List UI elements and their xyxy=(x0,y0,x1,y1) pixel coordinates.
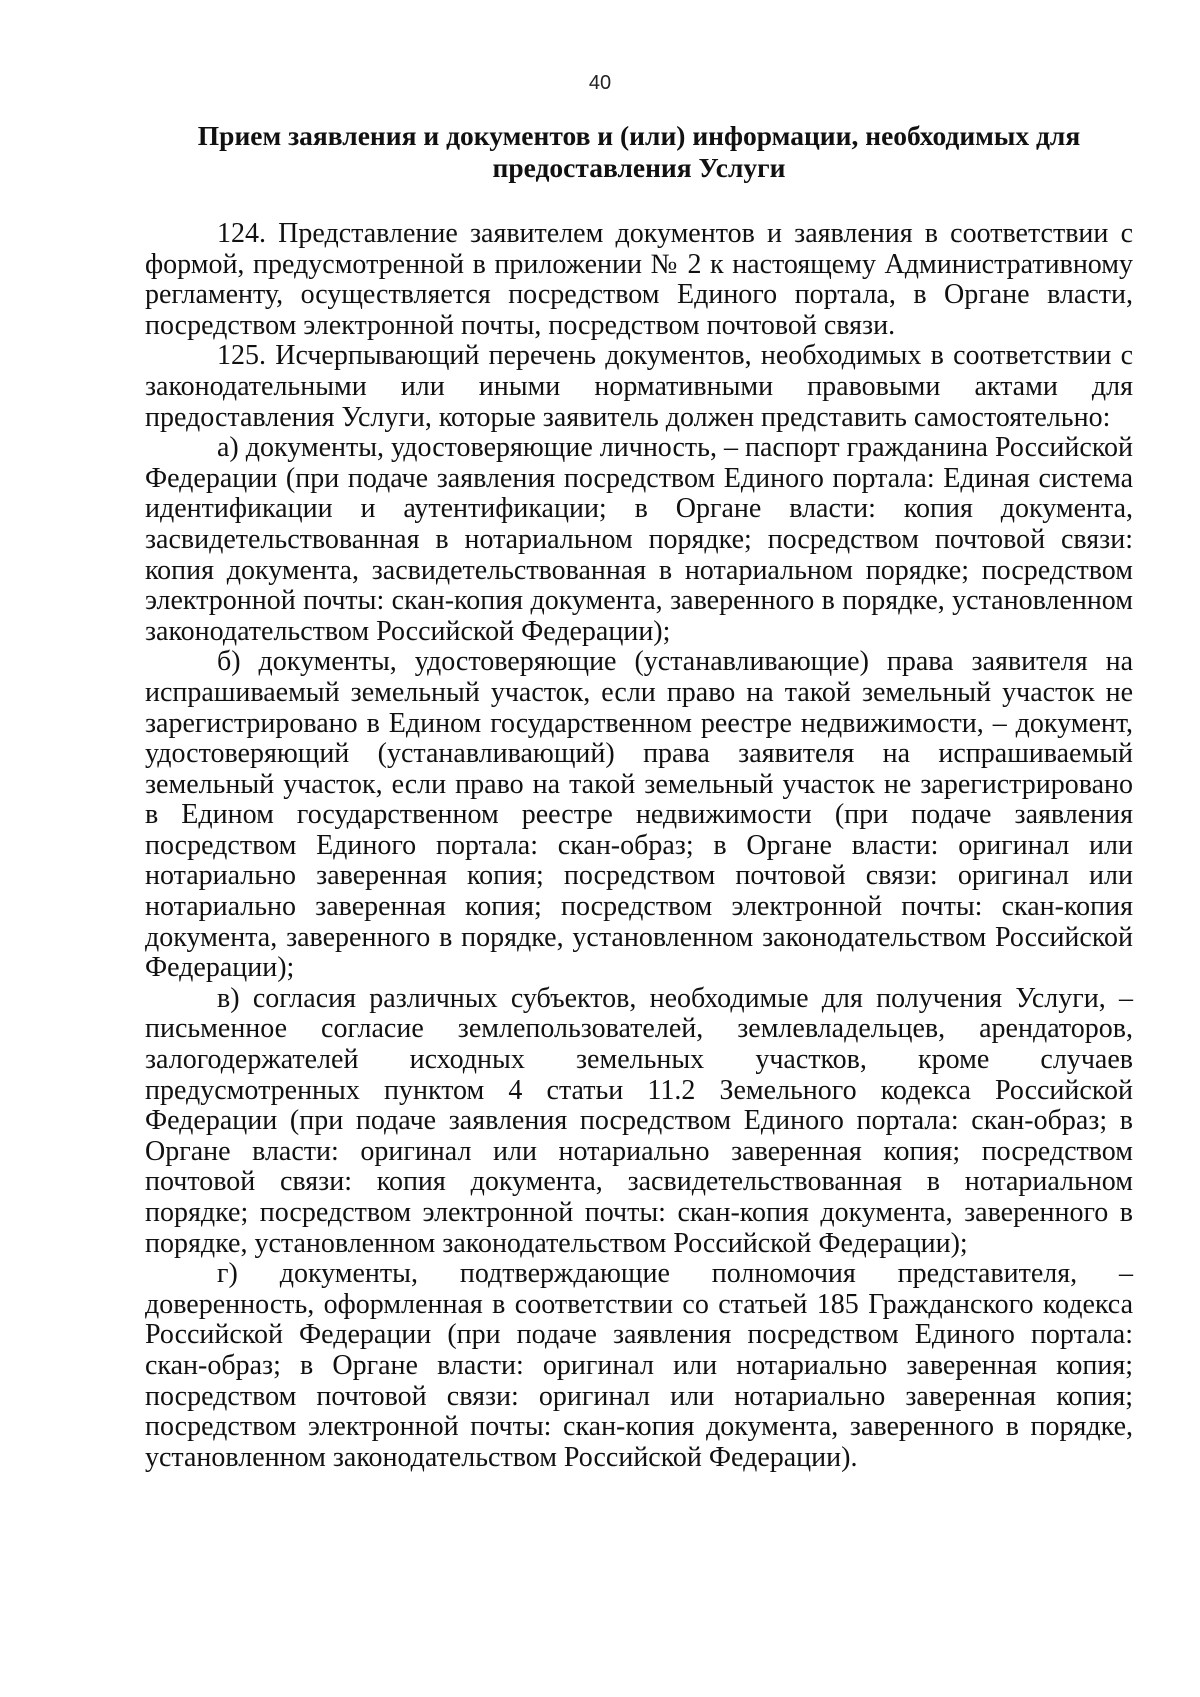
section-title-line-1: Прием заявления и документов и (или) информации, необходимых для xyxy=(197,120,1081,151)
section-title-line-2: предоставления Услуги xyxy=(492,152,786,183)
section-title xyxy=(145,120,1133,184)
list-item-g: г) документы, подтверждающие полномочия представителя, – доверенность, оформленная в соответствии со статьей 185 Гражданского кодекса Российской Федерации (при подаче заявления посредством Единого портала: скан-образ; в Органе власти: оригинал или нотариально заверенная копия; посредством почтовой связи: оригинал или нотариально заверенная копия; посредством электронной почты: скан-копия документа, заверенного в порядке, установленном законодательством Российской Федерации). xyxy=(145,1258,1133,1473)
page-number: 40 xyxy=(588,72,612,94)
list-item-v: в) согласия различных субъектов, необходимые для получения Услуги, – письменное согласие землепользователей, землевладельцев, арендаторов, залогодержателей исходных земельных участков, кроме случаев предусмотренных пунктом 4 статьи 11.2 Земельного кодекса Российской Федерации (при подаче заявления посредством Единого портала: скан-образ; в Органе власти: оригинал или нотариально заверенная копия; посредством почтовой связи: копия документа, засвидетельствованная в нотариальном порядке; посредством электронной почты: скан-копия документа, заверенного в порядке, установленном законодательством Российской Федерации); xyxy=(145,982,1133,1259)
list-item-a: а) документы, удостоверяющие личность, – паспорт гражданина Российской Федерации (при подаче заявления посредством Единого портала: Единая система идентификации и аутентификации; в Органе власти: копия документа, засвидетельствованная в нотариальном порядке; посредством почтовой связи: копия документа, засвидетельствованная в нотариальном порядке; посредством электронной почты: скан-копия документа, заверенного в порядке, установленном законодательством Российской Федерации); xyxy=(145,432,1133,647)
document-body xyxy=(145,219,1133,1473)
paragraph-125: 125. Исчерпывающий перечень документов, необходимых в соответствии с законодательными или иными нормативными правовыми актами для предоставления Услуги, которые заявитель должен представить самостоятельно: xyxy=(145,340,1133,433)
list-item-b: б) документы, удостоверяющие (устанавливающие) права заявителя на испрашиваемый земельный участок, если право на такой земельный участок не зарегистрировано в Едином государственном реестре недвижимости, – документ, удостоверяющий (устанавливающий) права заявителя на испрашиваемый земельный участок, если право на такой земельный участок не зарегистрировано в Едином государственном реестре недвижимости (при подаче заявления посредством Единого портала: скан-образ; в Органе власти: оригинал или нотариально заверенная копия; посредством почтовой связи: оригинал или нотариально заверенная копия; посредством электронной почты: скан-копия документа, заверенного в порядке, установленном законодательством Российской Федерации); xyxy=(145,646,1133,984)
paragraph-124: 124. Представление заявителем документов и заявления в соответствии с формой, предусмотренной в приложении № 2 к настоящему Административному регламенту, осуществляется посредством Единого портала, в Органе власти, посредством электронной почты, посредством почтовой связи. xyxy=(145,218,1133,341)
